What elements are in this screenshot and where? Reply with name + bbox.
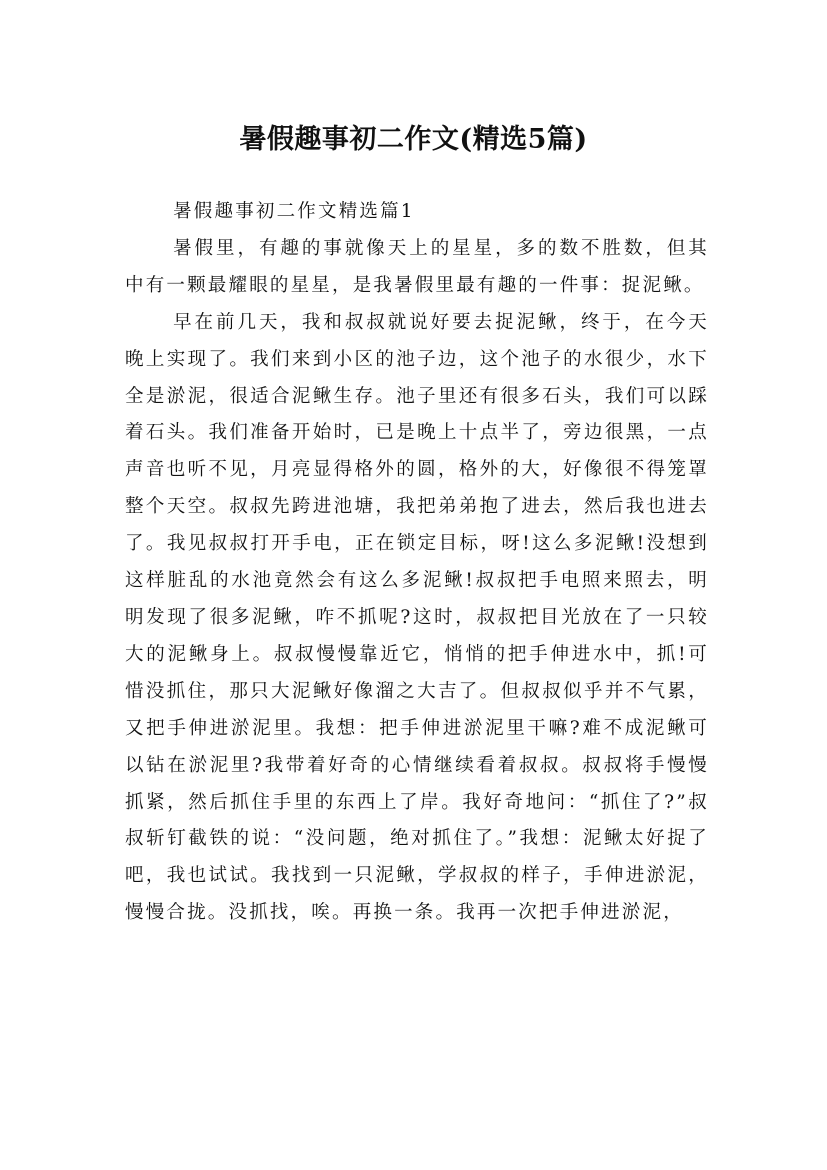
section-heading: 暑假趣事初二作文精选篇1 <box>173 201 415 222</box>
document-body <box>125 194 709 932</box>
paragraph-2: 早在前几天，我和叔叔就说好要去捉泥鳅，终于，在今天晚上实现了。我们来到小区的池子边，这个池子的水很少，水下全是淤泥，很适合泥鳅生存。池子里还有很多石头，我们可以踩着石头。我们准备开始时，已是晚上十点半了，旁边很黑，一点声音也听不见，月亮显得格外的圆，格外的大，好像很不得笼罩整个天空。叔叔先跨进池塘，我把弟弟抱了进去，然后我也进去了。我见叔叔打开手电，正在锁定目标，呀!这么多泥鳅!没想到这样脏乱的水池竟然会有这么多泥鳅!叔叔把手电照来照去，明明发现了很多泥鳅，咋不抓呢?这时，叔叔把目光放在了一只较大的泥鳅身上。叔叔慢慢靠近它，悄悄的把手伸进水中，抓!可惜没抓住，那只大泥鳅好像溜之大吉了。但叔叔似乎并不气累，又把手伸进淤泥里。我想：把手伸进淤泥里干嘛?难不成泥鳅可以钻在淤泥里?我带着好奇的心情继续看着叔叔。叔叔将手慢慢抓紧，然后抓住手里的东西上了岸。我好奇地问：“抓住了?”叔叔斩钉截铁的说：“没问题，绝对抓住了。”我想：泥鳅太好捉了吧，我也试试。我找到一只泥鳅，学叔叔的样子，手伸进淤泥，慢慢合拢。没抓找，唉。再换一条。我再一次把手伸进淤泥， <box>125 311 709 924</box>
document-title: 暑假趣事初二作文(精选5篇) <box>239 124 588 156</box>
paragraph-1: 暑假里，有趣的事就像天上的星星，多的数不胜数，但其中有一颗最耀眼的星星，是我暑假里最有趣的一件事：捉泥鳅。 <box>125 237 709 296</box>
